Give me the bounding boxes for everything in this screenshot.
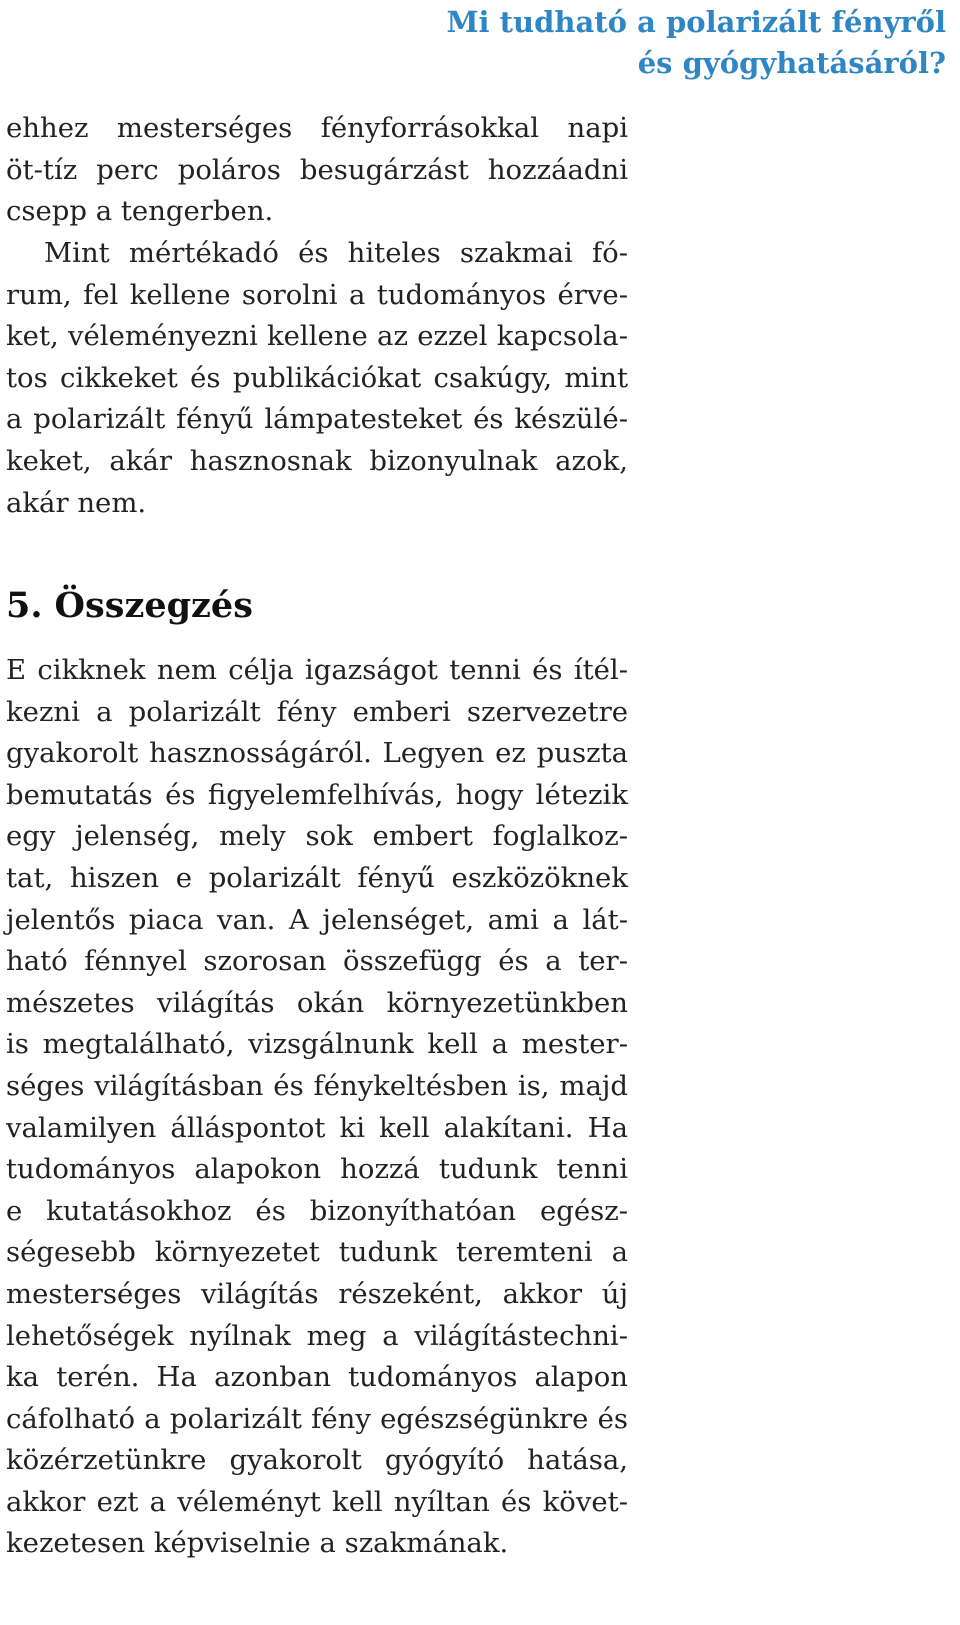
text-line: rum, fel kellene sorolni a tudományos érve-	[6, 278, 628, 311]
text-line: ható fénnyel szorosan összefügg és a ter-	[6, 945, 628, 978]
section-number: 5.	[6, 585, 43, 626]
text-line: valamilyen álláspontot ki kell alakítani. Ha	[6, 1111, 628, 1144]
text-line: kezni a polarizált fény emberi szervezetre	[6, 695, 628, 728]
text-line: ségesebb környezetet tudunk teremteni a	[6, 1236, 628, 1269]
text-line: cáfolható a polarizált fény egészségünkre és	[6, 1402, 628, 1435]
intro-paragraph-2	[6, 233, 628, 524]
text-line: tat, hiszen e polarizált fényű eszközöknek	[6, 861, 628, 894]
text-line: a polarizált fényű lámpatesteket és készülé-	[6, 403, 628, 436]
text-line: egy jelenség, mely sok embert foglalkoz-	[6, 820, 628, 853]
text-line: kezetesen képviselnie a szakmának.	[6, 1527, 509, 1560]
text-line: mészetes világítás okán környezetünkben	[6, 986, 628, 1019]
text-line: akár nem.	[6, 486, 147, 519]
text-line: is megtalálható, vizsgálnunk kell a mester-	[6, 1028, 628, 1061]
text-line: Mint mértékadó és hiteles szakmai fó-	[44, 237, 628, 269]
intro-paragraph-1	[6, 108, 628, 233]
text-line: tudományos alapokon hozzá tudunk tenni	[6, 1153, 628, 1186]
text-line: e kutatásokhoz és bizonyíthatóan egész-	[6, 1194, 628, 1227]
text-line: tos cikkeket és publikációkat csakúgy, mint	[6, 361, 628, 394]
text-line: akkor ezt a véleményt kell nyíltan és követ-	[6, 1485, 628, 1518]
text-line: mesterséges világítás részeként, akkor új	[6, 1277, 628, 1310]
text-line: közérzetünkre gyakorolt gyógyító hatása,	[6, 1444, 628, 1477]
running-header-line-2: és gyógyhatásáról?	[637, 46, 946, 80]
running-header	[446, 2, 946, 84]
text-line: E cikknek nem célja igazságot tenni és ítél-	[6, 654, 628, 686]
running-header-line-1: Mi tudható a polarizált fényről	[446, 5, 946, 39]
text-line: séges világításban és fénykeltésben is, majd	[6, 1069, 628, 1102]
text-line: öt-tíz perc poláros besugárzást hozzáadni	[6, 153, 628, 186]
text-line: bemutatás és figyelemfelhívás, hogy létezik	[6, 778, 628, 811]
section-title: Összegzés	[54, 585, 253, 626]
text-line: gyakorolt hasznosságáról. Legyen ez puszta	[6, 737, 628, 770]
text-line: lehetőségek nyílnak meg a világítástechni-	[6, 1319, 628, 1352]
text-line: jelentős piaca van. A jelenséget, ami a lát-	[6, 903, 628, 936]
text-line: csepp a tengerben.	[6, 195, 274, 228]
text-line: ket, véleményezni kellene az ezzel kapcsola-	[6, 320, 628, 353]
text-line: ehhez mesterséges fényforrásokkal napi	[6, 112, 628, 144]
section-paragraph	[6, 650, 628, 1565]
section-heading	[6, 582, 253, 630]
text-line: keket, akár hasznosnak bizonyulnak azok,	[6, 444, 628, 477]
text-line: ka terén. Ha azonban tudományos alapon	[6, 1361, 628, 1394]
